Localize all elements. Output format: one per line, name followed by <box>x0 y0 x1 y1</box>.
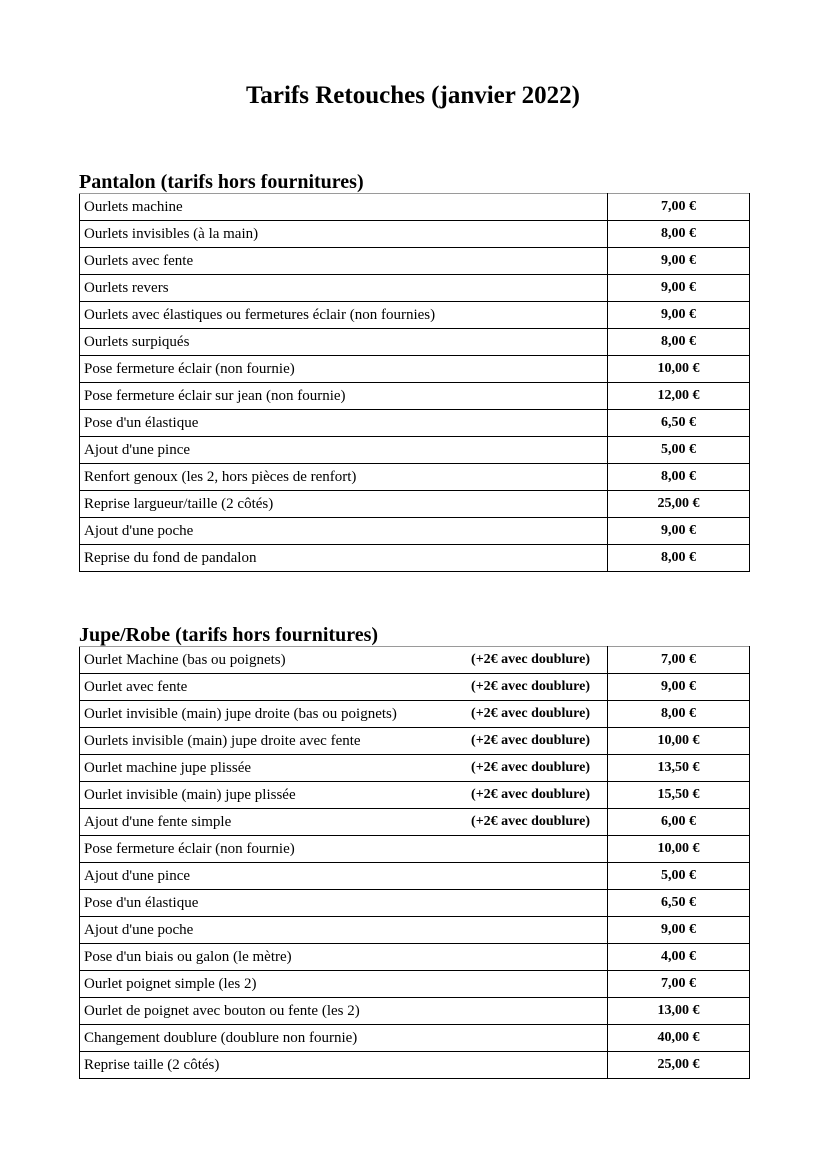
service-label: Ajout d'une fente simple <box>84 814 232 830</box>
service-cell <box>80 647 608 674</box>
table-row <box>80 221 750 248</box>
lining-surcharge-note: (+2€ avec doublure) <box>471 679 590 694</box>
price-cell: 5,00 € <box>608 437 750 464</box>
price-cell: 13,50 € <box>608 755 750 782</box>
table-row <box>80 1052 750 1079</box>
price-cell: 9,00 € <box>608 674 750 701</box>
service-label: Ourlet invisible (main) jupe plissée <box>84 787 296 803</box>
price-cell: 7,00 € <box>608 647 750 674</box>
service-label: Changement doublure (doublure non fournie) <box>84 1030 358 1046</box>
table-row <box>80 275 750 302</box>
service-cell <box>80 275 608 302</box>
price-cell: 15,50 € <box>608 782 750 809</box>
service-cell <box>80 356 608 383</box>
service-label: Ourlets avec fente <box>84 253 194 269</box>
service-cell <box>80 755 608 782</box>
service-cell <box>80 1052 608 1079</box>
service-cell <box>80 383 608 410</box>
table-row <box>80 998 750 1025</box>
service-cell <box>80 971 608 998</box>
price-cell: 25,00 € <box>608 491 750 518</box>
service-cell <box>80 917 608 944</box>
service-cell <box>80 998 608 1025</box>
price-cell: 9,00 € <box>608 275 750 302</box>
service-label: Ourlet avec fente <box>84 679 188 695</box>
price-cell: 7,00 € <box>608 194 750 221</box>
section-heading: Jupe/Robe (tarifs hors fournitures) <box>79 624 379 646</box>
service-cell <box>80 944 608 971</box>
table-row <box>80 917 750 944</box>
price-cell: 8,00 € <box>608 545 750 572</box>
service-cell <box>80 890 608 917</box>
price-cell: 9,00 € <box>608 518 750 545</box>
jupe-robe-section <box>79 624 749 1079</box>
service-cell <box>80 221 608 248</box>
page-title: Tarifs Retouches (janvier 2022) <box>246 82 580 109</box>
price-cell: 8,00 € <box>608 221 750 248</box>
service-label: Ourlet poignet simple (les 2) <box>84 976 257 992</box>
service-label: Ajout d'une pince <box>84 442 191 458</box>
price-cell: 8,00 € <box>608 701 750 728</box>
table-row <box>80 647 750 674</box>
table-row <box>80 383 750 410</box>
service-cell <box>80 809 608 836</box>
table-row <box>80 809 750 836</box>
table-row <box>80 464 750 491</box>
table-row <box>80 728 750 755</box>
price-cell: 5,00 € <box>608 863 750 890</box>
service-cell <box>80 302 608 329</box>
service-cell <box>80 674 608 701</box>
table-row <box>80 1025 750 1052</box>
table-row <box>80 545 750 572</box>
service-cell <box>80 464 608 491</box>
service-label: Ourlets machine <box>84 199 183 215</box>
service-label: Ourlets revers <box>84 280 169 296</box>
lining-surcharge-note: (+2€ avec doublure) <box>471 787 590 802</box>
table-row <box>80 674 750 701</box>
lining-surcharge-note: (+2€ avec doublure) <box>471 733 590 748</box>
price-cell: 6,50 € <box>608 410 750 437</box>
table-row <box>80 701 750 728</box>
service-cell <box>80 248 608 275</box>
table-row <box>80 302 750 329</box>
service-label: Ourlet machine jupe plissée <box>84 760 252 776</box>
price-table <box>79 193 750 572</box>
table-row <box>80 863 750 890</box>
price-cell: 8,00 € <box>608 329 750 356</box>
lining-surcharge-note: (+2€ avec doublure) <box>471 760 590 775</box>
service-cell <box>80 329 608 356</box>
service-label: Pose fermeture éclair (non fournie) <box>84 841 295 857</box>
service-label: Ajout d'une poche <box>84 922 194 938</box>
price-cell: 12,00 € <box>608 383 750 410</box>
service-label: Pose fermeture éclair sur jean (non fournie) <box>84 388 346 404</box>
service-label: Pose d'un élastique <box>84 415 199 431</box>
service-label: Pose d'un biais ou galon (le mètre) <box>84 949 292 965</box>
table-row <box>80 356 750 383</box>
price-cell: 40,00 € <box>608 1025 750 1052</box>
price-cell: 10,00 € <box>608 836 750 863</box>
service-label: Pose d'un élastique <box>84 895 199 911</box>
service-cell <box>80 701 608 728</box>
service-label: Ourlets surpiqués <box>84 334 190 350</box>
table-row <box>80 329 750 356</box>
price-cell: 10,00 € <box>608 356 750 383</box>
section-heading: Pantalon (tarifs hors fournitures) <box>79 171 364 193</box>
service-cell <box>80 437 608 464</box>
service-cell <box>80 410 608 437</box>
service-label: Reprise taille (2 côtés) <box>84 1057 220 1073</box>
lining-surcharge-note: (+2€ avec doublure) <box>471 706 590 721</box>
service-label: Ourlets avec élastiques ou fermetures éclair (non fournies) <box>84 307 436 323</box>
service-cell <box>80 1025 608 1052</box>
service-label: Pose fermeture éclair (non fournie) <box>84 361 295 377</box>
service-cell <box>80 782 608 809</box>
service-label: Ourlets invisibles (à la main) <box>84 226 259 242</box>
table-row <box>80 836 750 863</box>
service-cell <box>80 545 608 572</box>
service-label: Ourlet de poignet avec bouton ou fente (les 2) <box>84 1003 360 1019</box>
price-cell: 10,00 € <box>608 728 750 755</box>
lining-surcharge-note: (+2€ avec doublure) <box>471 652 590 667</box>
price-cell: 9,00 € <box>608 248 750 275</box>
table-row <box>80 890 750 917</box>
service-label: Renfort genoux (les 2, hors pièces de renfort) <box>84 469 357 485</box>
price-cell: 7,00 € <box>608 971 750 998</box>
pantalon-section <box>79 171 749 572</box>
service-cell <box>80 194 608 221</box>
table-row <box>80 194 750 221</box>
service-label: Ourlet invisible (main) jupe droite (bas ou poignets) <box>84 706 397 722</box>
price-table <box>79 646 750 1079</box>
price-cell: 9,00 € <box>608 917 750 944</box>
table-row <box>80 518 750 545</box>
price-cell: 8,00 € <box>608 464 750 491</box>
service-label: Reprise largueur/taille (2 côtés) <box>84 496 274 512</box>
service-cell <box>80 491 608 518</box>
price-cell: 9,00 € <box>608 302 750 329</box>
service-label: Ajout d'une pince <box>84 868 191 884</box>
table-row <box>80 971 750 998</box>
price-cell: 13,00 € <box>608 998 750 1025</box>
service-label: Reprise du fond de pandalon <box>84 550 257 566</box>
price-cell: 6,50 € <box>608 890 750 917</box>
table-row <box>80 755 750 782</box>
price-cell: 25,00 € <box>608 1052 750 1079</box>
table-row <box>80 944 750 971</box>
service-cell <box>80 728 608 755</box>
table-row <box>80 491 750 518</box>
table-row <box>80 782 750 809</box>
price-cell: 6,00 € <box>608 809 750 836</box>
service-cell <box>80 518 608 545</box>
service-cell <box>80 863 608 890</box>
table-row <box>80 437 750 464</box>
lining-surcharge-note: (+2€ avec doublure) <box>471 814 590 829</box>
service-cell <box>80 836 608 863</box>
service-label: Ourlet Machine (bas ou poignets) <box>84 652 286 668</box>
service-label: Ourlets invisible (main) jupe droite avec fente <box>84 733 361 749</box>
table-row <box>80 410 750 437</box>
table-row <box>80 248 750 275</box>
price-cell: 4,00 € <box>608 944 750 971</box>
service-label: Ajout d'une poche <box>84 523 194 539</box>
